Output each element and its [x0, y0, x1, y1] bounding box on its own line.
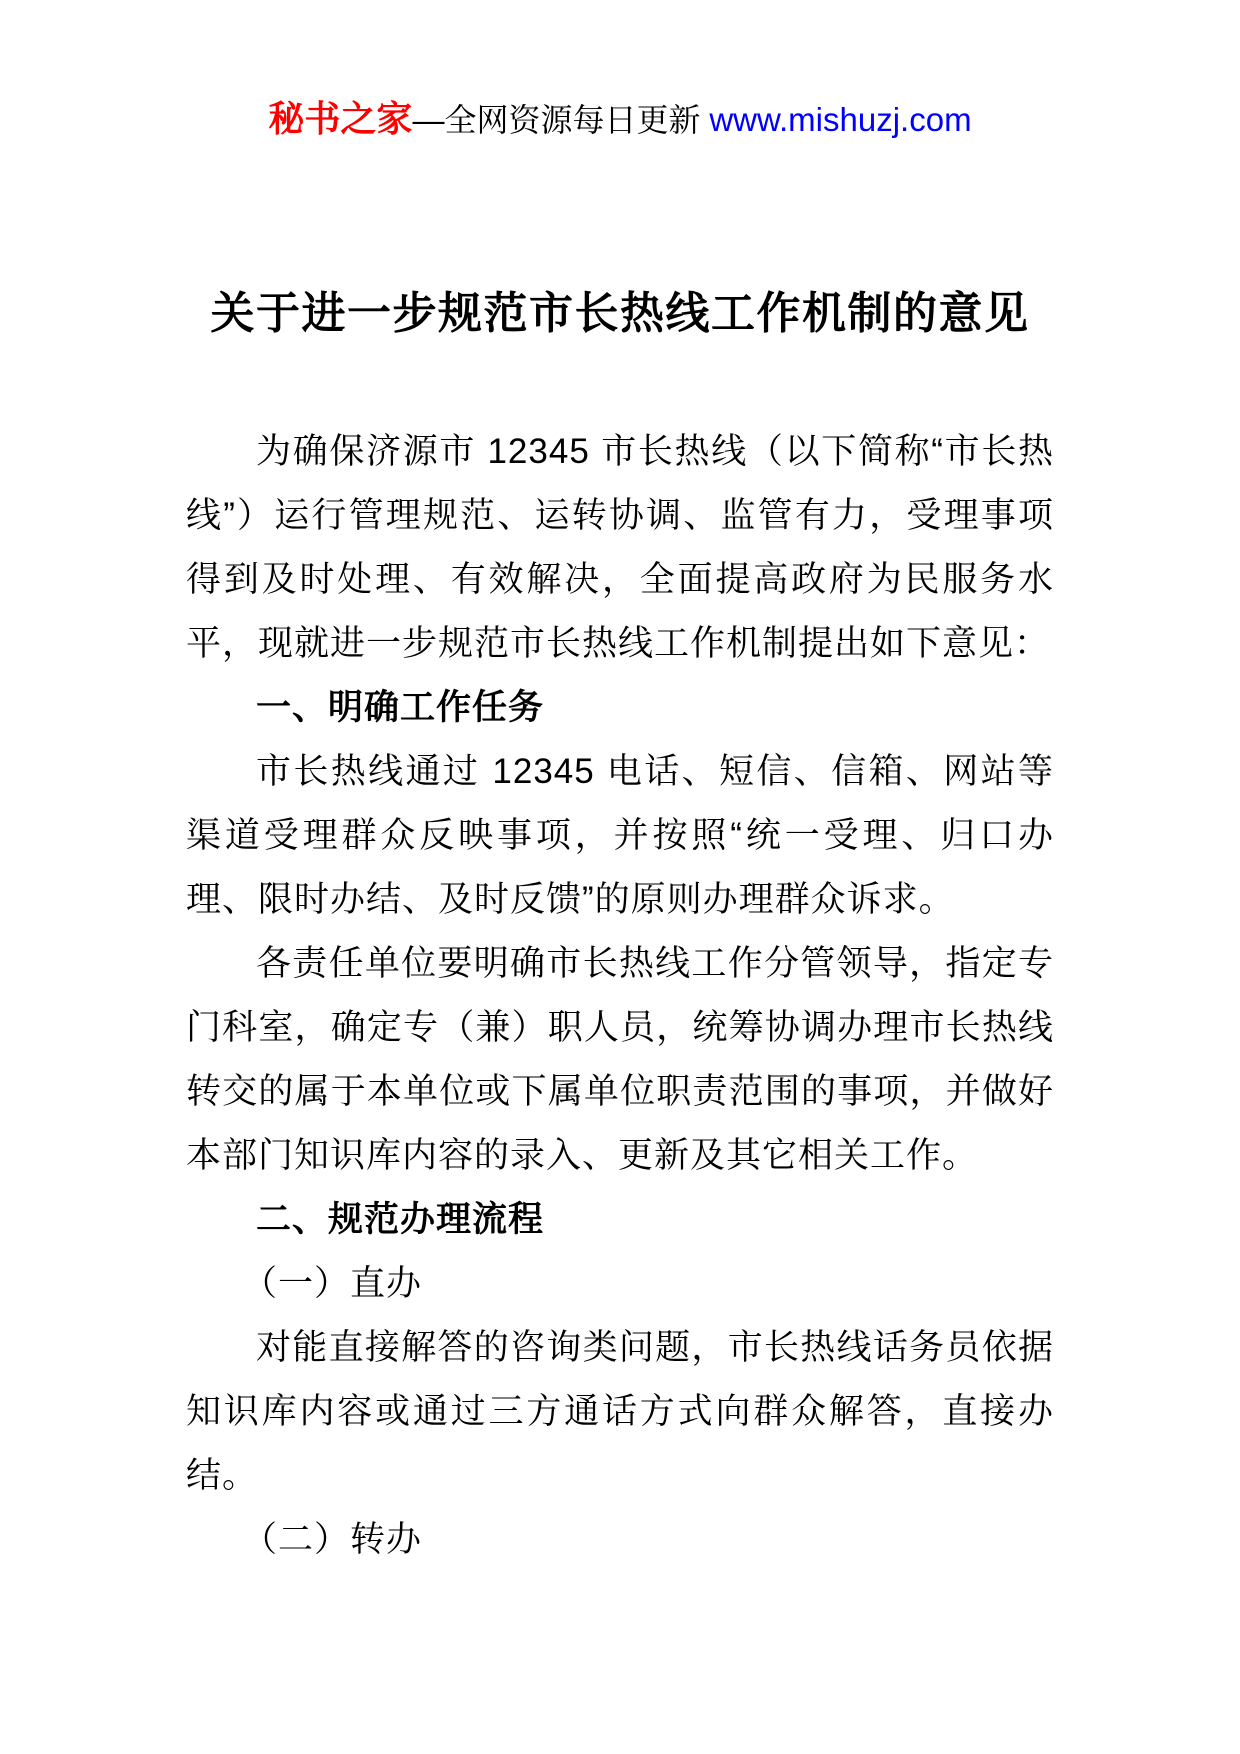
- site-brand: 秘书之家: [268, 98, 413, 139]
- site-header: [0, 98, 1240, 141]
- section-heading-2: 二、规范办理流程: [256, 1200, 545, 1239]
- paragraph-intro: 为确保济源市 12345 市长热线（以下简称“市长热线”）运行管理规范、运转协调、监管有力，受理事项得到及时处理、有效解决，全面提高政府为民服务水平，现就进一步规范市长热线工作机制提出如下意见：: [186, 432, 1054, 663]
- section-heading-1: 一、明确工作任务: [256, 688, 545, 727]
- paragraph-direct-handle: 对能直接解答的咨询类问题，市长热线话务员依据知识库内容或通过三方通话方式向群众解答，直接办结。: [186, 1328, 1054, 1495]
- document-title: 关于进一步规范市长热线工作机制的意见: [210, 289, 1030, 339]
- subsection-heading-transfer: （二）转办: [242, 1520, 423, 1559]
- paragraph-section1-tasks: 市长热线通过 12345 电话、短信、信箱、网站等渠道受理群众反映事项，并按照“统一受理、归口办理、限时办结、及时反馈”的原则办理群众诉求。: [186, 752, 1054, 919]
- subsection-heading-direct-handle: （一）直办: [242, 1264, 423, 1303]
- document-body: [186, 420, 1054, 1572]
- paragraph-section1-units: 各责任单位要明确市长热线工作分管领导，指定专门科室，确定专（兼）职人员，统筹协调办理市长热线转交的属于本单位或下属单位职责范围的事项，并做好本部门知识库内容的录入、更新及其它相关工作。: [186, 944, 1054, 1175]
- site-tagline: —全网资源每日更新: [412, 102, 710, 138]
- site-url-link[interactable]: www.mishuzj.com: [709, 101, 972, 138]
